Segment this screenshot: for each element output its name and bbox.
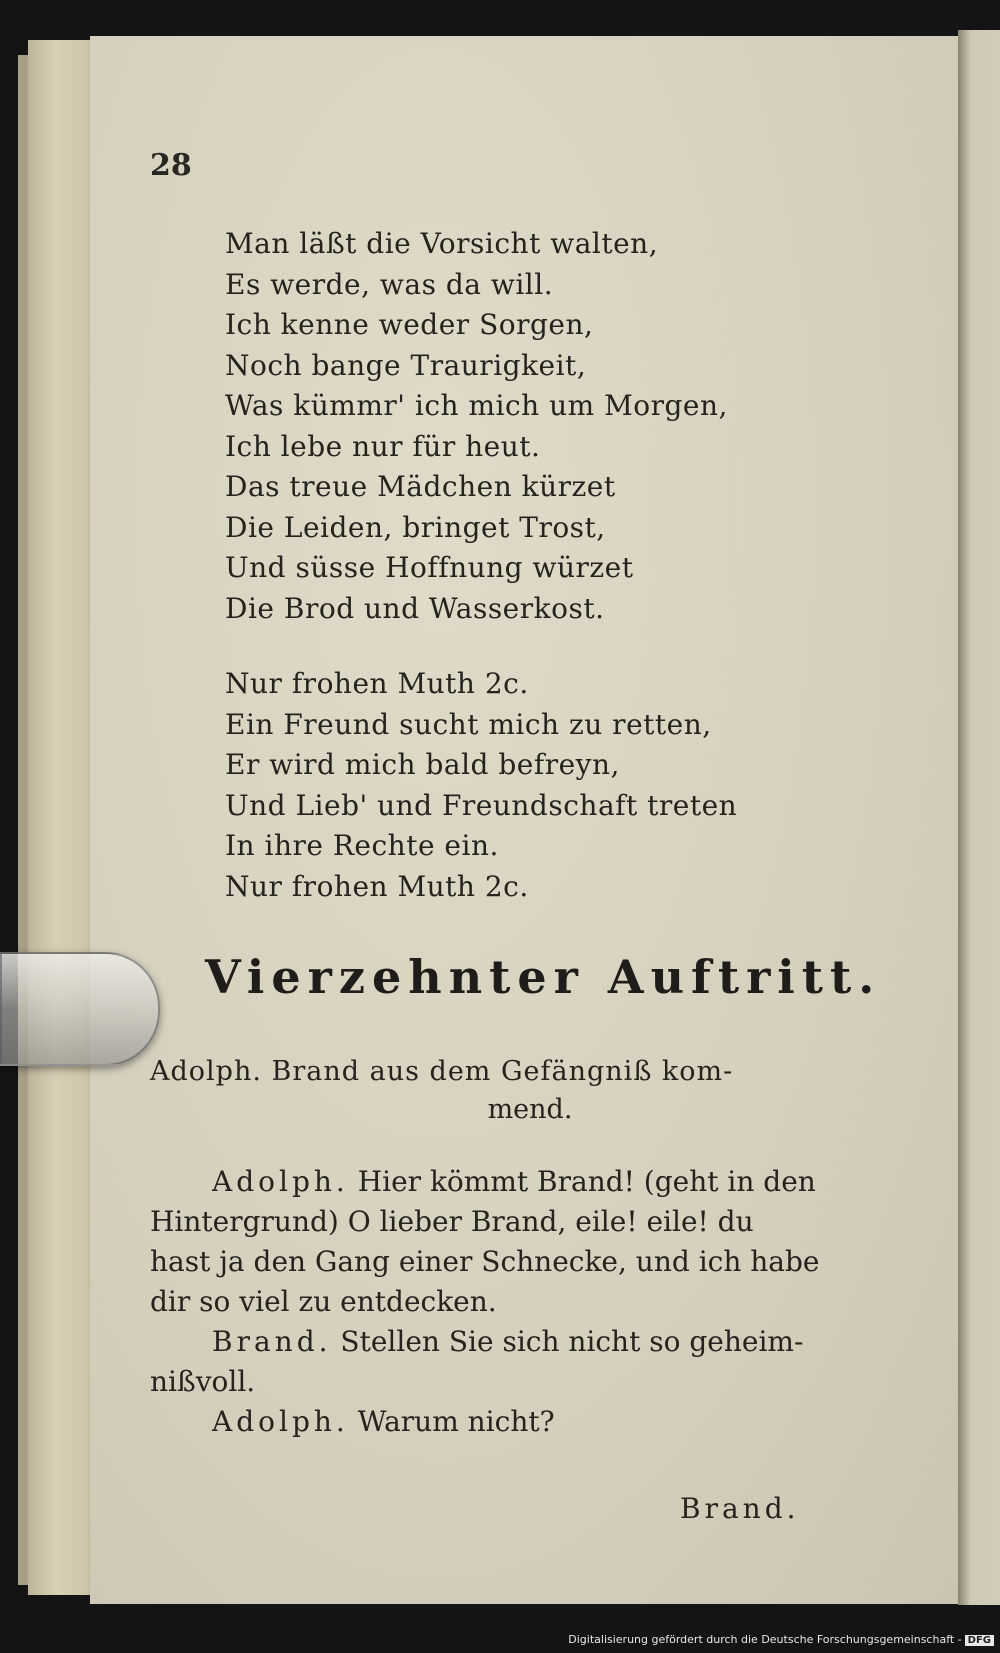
verse-line: Ein Freund sucht mich zu retten, (225, 707, 712, 741)
credit-text: Digitalisierung gefördert durch die Deutsche Forschungsgemeinschaft - (568, 1633, 962, 1646)
verse-line: Nur frohen Muth 2c. (225, 869, 529, 903)
dialogue-line (150, 1242, 850, 1282)
dialogue-text: hast ja den Gang einer Schnecke, und ich habe (150, 1245, 820, 1278)
speaker-name: Brand. (212, 1325, 332, 1358)
verse-line: Noch bange Traurigkeit, (225, 348, 587, 382)
scene-heading: Vierzehnter Auftritt. (205, 950, 882, 1004)
verse-line: Ich lebe nur für heut. (225, 429, 541, 463)
dialogue-text: Hier kömmt Brand! (geht in den (357, 1165, 816, 1198)
verse-line: Die Brod und Wasserkost. (225, 591, 605, 625)
verse-line: Es werde, was da will. (225, 267, 554, 301)
page-clip (0, 952, 160, 1066)
dialogue-line (150, 1202, 850, 1242)
facing-page-edge (958, 30, 1000, 1605)
dialogue-line (150, 1322, 850, 1362)
dialogue-line (150, 1282, 850, 1322)
dialogue-text: nißvoll. (150, 1365, 256, 1398)
dialogue-text: Hintergrund) O lieber Brand, eile! eile! du (150, 1205, 754, 1238)
dialogue-text: Stellen Sie sich nicht so geheim- (340, 1325, 804, 1358)
dialogue-line (150, 1362, 850, 1402)
verse-line: In ihre Rechte ein. (225, 829, 499, 862)
page-number: 28 (150, 148, 192, 183)
verse-line: Und süsse Hoffnung würzet (225, 551, 634, 584)
page-gutter (28, 40, 98, 1595)
verse-line: Die Leiden, bringet Trost, (225, 510, 606, 544)
speaker-name: Adolph. (212, 1165, 349, 1198)
scene-persons (150, 1053, 850, 1129)
verse-line: Das treue Mädchen kürzet (225, 470, 616, 503)
dialogue-line (150, 1162, 850, 1202)
catchword: Brand. (680, 1492, 800, 1525)
dialogue-text: Warum nicht? (357, 1405, 555, 1438)
dialogue-line (150, 1402, 850, 1442)
digitization-credit (568, 1633, 994, 1651)
speaker-name: Adolph. (212, 1405, 349, 1438)
verse-stanza-2 (225, 664, 865, 907)
verse-line: Ich kenne weder Sorgen, (225, 308, 594, 341)
dialogue-text: dir so viel zu entdecken. (150, 1285, 497, 1318)
verse-line: Was kümmr' ich mich um Morgen, (225, 389, 728, 422)
verse-line: Und Lieb' und Freundschaft treten (225, 788, 738, 822)
verse-line: Nur frohen Muth 2c. (225, 667, 529, 700)
persons-line-continued: mend. (487, 1094, 573, 1125)
dialogue-block (150, 1162, 850, 1442)
dfg-logo: DFG (965, 1635, 994, 1646)
verse-stanza-1 (225, 224, 865, 629)
verse-line: Er wird mich bald befreyn, (225, 748, 620, 781)
persons-line: Adolph. Brand aus dem Gefängniß kom- (150, 1056, 734, 1087)
verse-line: Man läßt die Vorsicht walten, (225, 227, 659, 260)
